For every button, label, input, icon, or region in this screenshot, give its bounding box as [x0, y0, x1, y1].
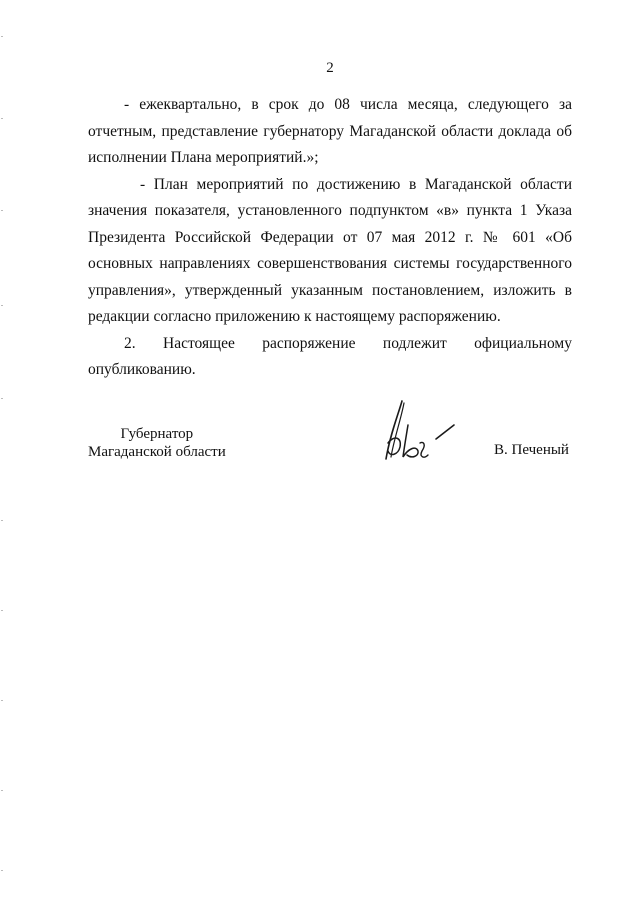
paragraph-quarterly-report: - ежеквартально, в срок до 08 числа месяца, следующего за отчетным, представление губернатору Магаданской области доклада об исполнении Плана мероприятий.»;: [88, 96, 572, 166]
scan-edge-marks: [0, 0, 4, 905]
handwritten-signature: [372, 395, 462, 465]
page-number: 2: [326, 60, 334, 76]
signatory-position-title: Губернатор: [120, 426, 194, 442]
paragraph-publication: 2. Настоящее распоряжение подлежит официальному опубликованию.: [88, 334, 572, 378]
paragraph-action-plan: - План мероприятий по достижению в Магаданской области значения показателя, установленного подпунктом «в» пункта 1 Указа Президента Российской Федерации от 07 мая 2012 г. № 601 «Об основных направлениях совершенствования системы государственного управления», утвержденный указанным постановлением, изложить в редакции согласно приложению к настоящему распоряжению.: [88, 175, 572, 325]
signatory-position: [88, 425, 226, 461]
signatory-position-region: Магаданской области: [88, 444, 226, 460]
document-body: [88, 92, 572, 384]
signatory-name: В. Печеный: [494, 442, 569, 458]
